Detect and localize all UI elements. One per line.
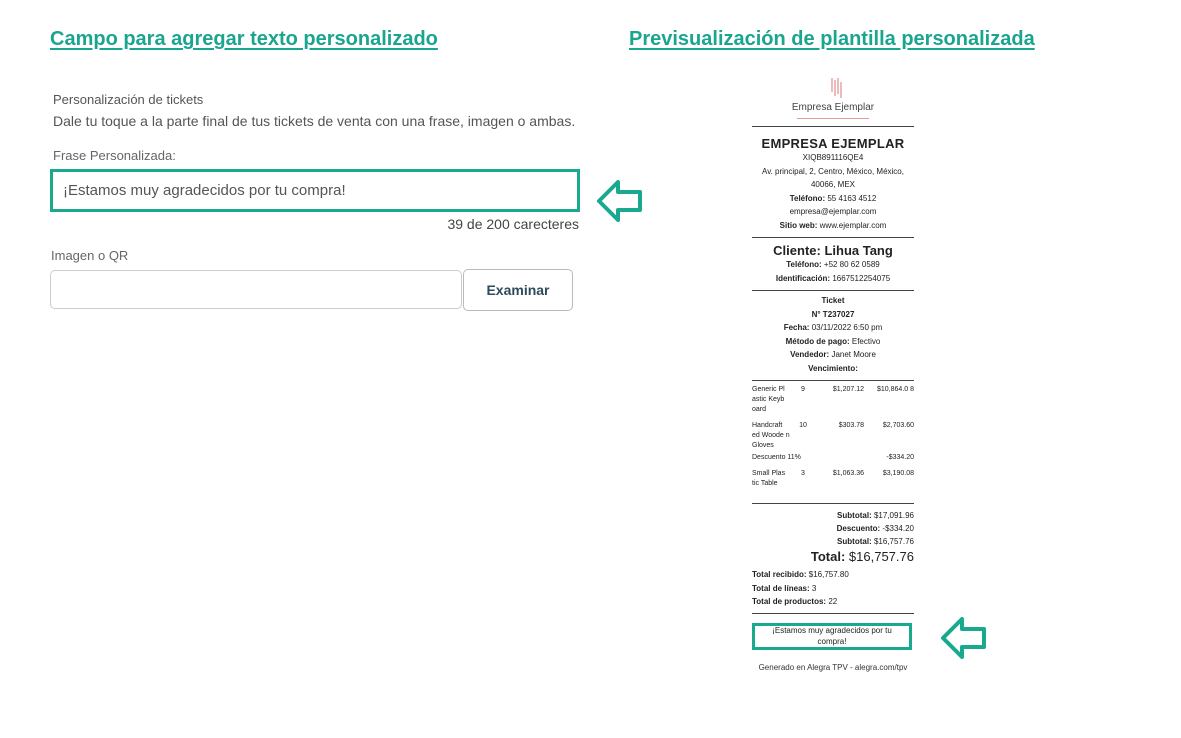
character-counter: 39 de 200 carecteres: [447, 216, 579, 232]
ticket-number: N° T237027: [811, 309, 855, 319]
company-address: Av. principal, 2, Centro, México, México, 40066, MEX: [762, 166, 904, 189]
file-picker: [50, 270, 580, 311]
company-email: empresa@ejemplar.com: [789, 207, 877, 216]
ticket-customization-form: [50, 92, 580, 311]
company-phone: Teléfono: 55 4163 4512: [789, 193, 877, 203]
client-id: Identificación: 1667512254075: [775, 273, 891, 283]
discount-total: Descuento: -$334.20: [836, 524, 914, 533]
image-label: Imagen o QR: [51, 248, 129, 263]
items-list: [752, 381, 914, 503]
list-item: Generic Pl astic Keyb oard 9 $1,207.12 $10,864.0 8: [752, 386, 914, 413]
list-item: Handcraft ed Woode n Gloves 10 $303.78 $2,703.60: [752, 422, 914, 449]
item-discount: Descuento 11% -$334.20: [752, 454, 914, 461]
preview-heading: Previsualización de plantilla personalizada: [629, 28, 1035, 50]
client-phone: Teléfono: +52 80 62 0589: [786, 260, 880, 269]
seller: Vendedor: Janet Moore: [790, 350, 876, 359]
company-name: EMPRESA EJEMPLAR: [761, 136, 905, 151]
ticket-preview: [752, 72, 914, 673]
custom-phrase-preview: ¡Estamos muy agradecidos por tu compra!: [752, 623, 912, 650]
image-file-input[interactable]: [50, 270, 462, 309]
due-date: Vencimiento:: [808, 363, 858, 373]
payment-method: Método de pago: Efectivo: [785, 336, 881, 346]
total-products: Total de productos: 22: [752, 597, 838, 606]
client-name: Cliente: Lihua Tang: [773, 243, 893, 258]
payment-summary: [752, 568, 914, 613]
form-title: Personalización de tickets: [53, 92, 204, 107]
company-web: Sitio web: www.ejemplar.com: [779, 220, 887, 230]
ticket-footer: Generado en Alegra TPV - alegra.com/tpv: [758, 662, 908, 672]
logo-icon: [830, 76, 844, 100]
arrow-left-icon: [596, 178, 644, 224]
form-description: Dale tu toque a la parte final de tus tickets de venta con una frase, imagen o ambas.: [53, 113, 576, 129]
ticket-date: Fecha: 03/11/2022 6:50 pm: [783, 323, 883, 332]
total-lines: Total de líneas: 3: [752, 583, 817, 593]
custom-text-heading: Campo para agregar texto personalizado: [50, 28, 438, 50]
phrase-label: Frase Personalizada:: [53, 148, 176, 163]
divider: [752, 613, 914, 614]
total-received: Total recibido: $16,757.80: [752, 570, 849, 579]
tax-id: XIQB891116QE4: [802, 153, 864, 162]
company-logo: [752, 72, 914, 120]
subtotal-after-discount: Subtotal: $16,757.76: [837, 537, 914, 546]
arrow-left-icon: [940, 615, 988, 661]
list-item: Small Plas tic Table 3 $1,063.36 $3,190.08: [752, 470, 914, 487]
logo-underline: [797, 118, 869, 119]
totals: [752, 504, 914, 548]
grand-total: Total: $16,757.76: [810, 549, 914, 564]
browse-button[interactable]: Examinar: [463, 269, 573, 311]
logo-name: Empresa Ejemplar: [791, 102, 875, 113]
ticket-label: Ticket: [821, 296, 845, 305]
subtotal: Subtotal: $17,091.96: [837, 511, 914, 520]
phrase-input[interactable]: ¡Estamos muy agradecidos por tu compra!: [50, 169, 580, 212]
